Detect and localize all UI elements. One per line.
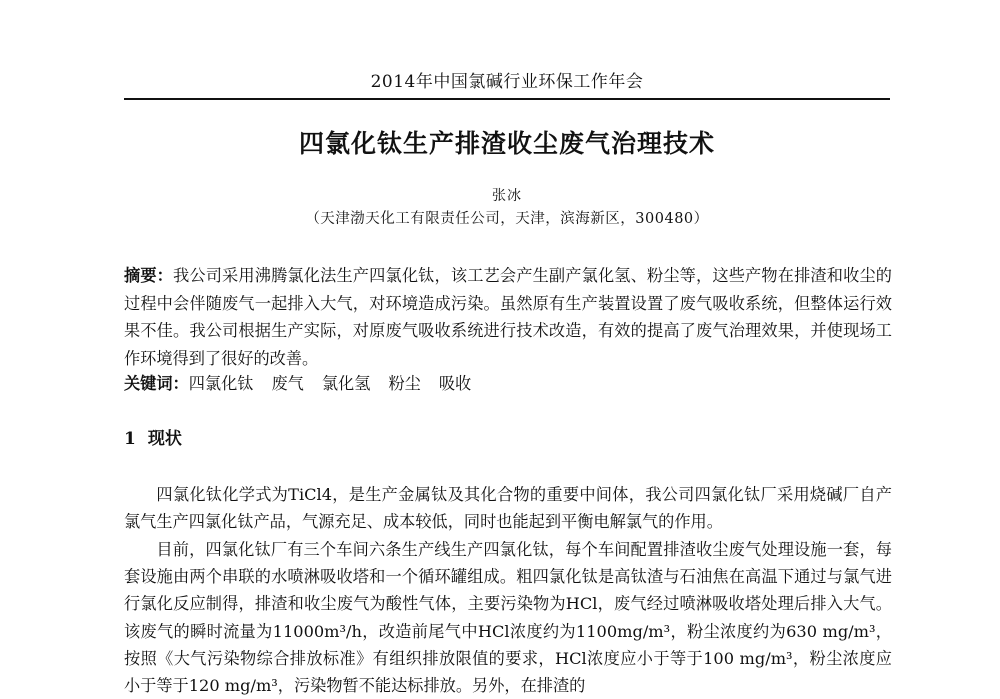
keyword-item: 废气 [271, 374, 304, 393]
keyword-item: 粉尘 [388, 374, 421, 393]
running-header: 2014年中国氯碱行业环保工作年会 [370, 72, 644, 92]
section-heading [124, 427, 182, 451]
section-number: 1 [124, 429, 136, 449]
section-title: 现状 [147, 429, 182, 449]
abstract-label: 摘要： [124, 266, 174, 285]
paper-title: 四氯化钛生产排渣收尘废气治理技术 [298, 129, 715, 158]
abstract [124, 262, 892, 372]
header-rule [124, 98, 890, 100]
keyword-item: 四氯化钛 [188, 374, 254, 393]
keyword-item: 氯化氢 [321, 374, 371, 393]
body-paragraph: 目前，四氯化钛厂有三个车间六条生产线生产四氯化钛，每个车间配置排渣收尘废气处理设施一套，每套设施由两个串联的水喷淋吸收塔和一个循环罐组成。粗四氯化钛是高钛渣与石油焦在高温下通过与氯气进行氯化反应制得，排渣和收尘废气为酸性气体，主要污染物为HCl，废气经过喷淋吸收塔处理后排入大气。该废气的瞬时流量为11000m³/h，改造前尾气中HCl浓度约为1100mg/m³，粉尘浓度约为630 mg/m³，按照《大气污染物综合排放标准》有组织排放限值的要求，HCl浓度应小于等于100 mg/m³，粉尘浓度应小于等于120 mg/m³，污染物暂不能达标排放。另外，在排渣的 [124, 540, 892, 696]
author-name: 张冰 [492, 188, 522, 204]
body-paragraph: 四氯化钛化学式为TiCl4，是生产金属钛及其化合物的重要中间体，我公司四氯化钛厂采用烧碱厂自产氯气生产四氯化钛产品，气源充足、成本较低，同时也能起到平衡电解氯气的作用。 [124, 485, 892, 532]
abstract-text: 我公司采用沸腾氯化法生产四氯化钛，该工艺会产生副产氯化氢、粉尘等，这些产物在排渣和收尘的过程中会伴随废气一起排入大气，对环境造成污染。虽然原有生产装置设置了废气吸收系统，但整体运行效果不佳。我公司根据生产实际，对原废气吸收系统进行技术改造，有效的提高了废气治理效果，并使现场工作环境得到了很好的改善。 [124, 266, 892, 368]
keyword-item: 吸收 [438, 374, 472, 393]
keywords-label: 关键词： [124, 374, 189, 393]
keywords [124, 372, 892, 396]
author-affiliation: （天津渤天化工有限责任公司，天津，滨海新区，300480） [305, 211, 709, 227]
